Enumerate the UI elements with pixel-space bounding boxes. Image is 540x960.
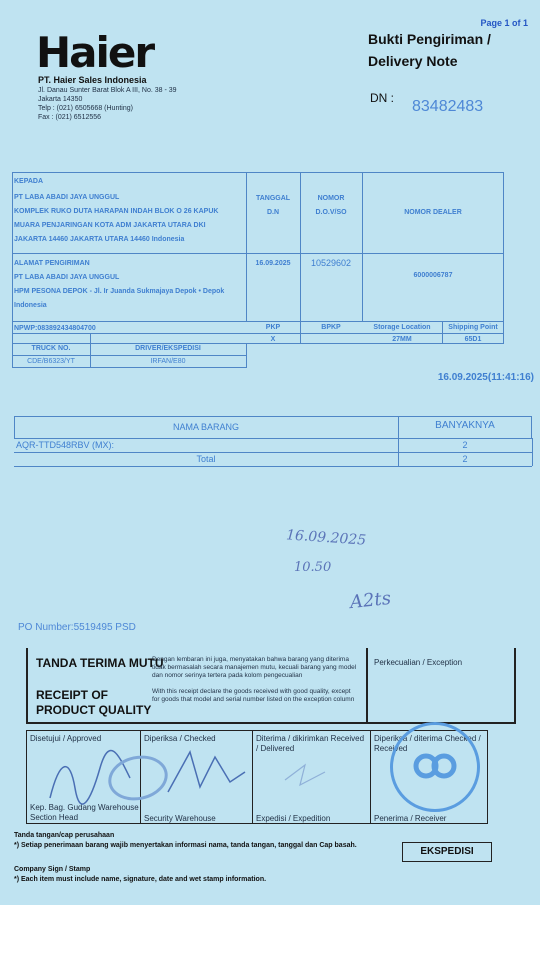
receipt-title-id: TANDA TERIMA MUTU	[36, 656, 164, 670]
divider	[362, 172, 363, 321]
bpkp-label: BPKP	[321, 324, 341, 331]
item-name: AQR-TTD548RBV (MX):	[16, 440, 115, 450]
print-timestamp: 16.09.2025(11:41:16)	[437, 372, 534, 383]
storage-value: 27MM	[392, 336, 412, 343]
haier-logo: Haier	[36, 28, 154, 77]
tanggal-sub: D.N	[266, 209, 280, 216]
company-address-line2: Jakarta 14350	[38, 96, 83, 103]
page-indicator: Page 1 of 1	[480, 18, 528, 28]
receipt-text-id: Dengan lembaran ini juga, menyatakan bahwa barang yang diterima tidak bermasalah secara manajemen mutu, kecuali barang yang model dan nomor serinya tertera pada kolom pengecualian	[152, 656, 357, 679]
dealer-value: 6000006787	[413, 272, 453, 279]
copy-label: EKSPEDISI	[402, 842, 492, 862]
item-qty: 2	[462, 440, 468, 450]
col-nama-barang: NAMA BARANG	[172, 422, 239, 432]
recipient-address2: MUARA PENJARINGAN KOTA ADM JAKARTA UTARA DKI	[14, 222, 206, 229]
driver-value: IRFAN/E80	[150, 358, 186, 365]
receipt-text-en: With this receipt declare the goods received with good quality, except for goods that model and serial number listed on the exception column	[152, 688, 355, 703]
divider	[532, 438, 533, 466]
shipping-name: PT LABA ABADI JAYA UNGGUL	[14, 274, 120, 281]
col-banyaknya: BANYAKNYA	[435, 420, 495, 431]
handwritten-date: 16.09.2025	[285, 527, 367, 549]
nomor-sub: D.O.V/SO	[315, 209, 347, 216]
receiver-stamp-logo-icon	[412, 746, 458, 786]
note-en: *) Each item must include name, signature, date and wet stamp information.	[14, 876, 267, 883]
divider	[12, 253, 504, 254]
shipping-point-value: 65D1	[464, 336, 482, 343]
dealer-label: NOMOR DEALER	[404, 209, 462, 216]
pkp-label: PKP	[265, 324, 281, 331]
company-name: PT. Haier Sales Indonesia	[38, 75, 147, 85]
company-telp: Telp : (021) 6505668 (Hunting)	[38, 105, 133, 112]
nomor-label: NOMOR	[317, 195, 345, 202]
checked-signature-mark	[160, 742, 250, 802]
shipping-address1: HPM PESONA DEPOK - Jl. Ir Juanda Sukmajaya Depok • Depok	[14, 288, 225, 295]
recipient-address1: KOMPLEK RUKO DUTA HARAPAN INDAH BLOK O 26 KAPUK	[14, 208, 219, 215]
note-id: *) Setiap penerimaan barang wajib menyertakan informasi nama, tanda tangan, tanggal dan Cap basah.	[14, 842, 357, 849]
recipient-label: KEPADA	[14, 178, 44, 185]
doc-title-line2: Delivery Note	[368, 53, 458, 69]
shipping-point-label: Shipping Point	[448, 324, 498, 331]
tanggal-value: 16.09.2025	[255, 260, 291, 267]
dn-label: DN :	[370, 91, 394, 105]
dn-number: 83482483	[412, 98, 484, 115]
handwritten-signature: A2ts	[349, 587, 392, 614]
divider	[12, 367, 246, 368]
doc-title-line1: Bukti Pengiriman /	[368, 31, 491, 47]
divider	[252, 730, 253, 824]
exception-label: Perkecualian / Exception	[374, 658, 463, 667]
divider	[14, 466, 532, 467]
handwritten-time: 10.50	[294, 560, 332, 575]
delivered-signature-mark	[280, 760, 330, 790]
recipient-name: PT LABA ABADI JAYA UNGGUL	[14, 194, 120, 201]
shipping-label: ALAMAT PENGIRIMAN	[14, 260, 90, 267]
company-sign-id: Tanda tangan/cap perusahaan	[14, 832, 115, 839]
recipient-address3: JAKARTA 14460 JAKARTA UTARA 14460 Indonesia	[14, 236, 185, 243]
warehouse-head-label: Kep. Bag. Gudang Warehouse Section Head	[30, 803, 139, 822]
truck-label: TRUCK NO.	[31, 345, 71, 352]
divider	[12, 355, 246, 356]
company-sign-en: Company Sign / Stamp	[14, 866, 91, 873]
shipping-address2: Indonesia	[14, 302, 47, 309]
receiver-label: Penerima / Receiver	[374, 814, 447, 823]
truck-value: CDE/B6323/YT	[27, 358, 75, 365]
divider	[366, 648, 368, 722]
expedition-label: Expedisi / Expedition	[256, 814, 331, 823]
divider	[246, 344, 247, 368]
pkp-value: X	[270, 336, 276, 343]
company-fax: Fax : (021) 6512556	[38, 114, 102, 121]
total-label: Total	[196, 454, 216, 464]
po-number: PO Number:5519495 PSD	[18, 622, 136, 633]
storage-label: Storage Location	[373, 324, 431, 331]
receipt-title-en: RECEIPT OF PRODUCT QUALITY	[36, 688, 152, 717]
npwp: NPWP:083892434804700	[14, 325, 96, 332]
delivered-label: Diterima / dikirimkan Received / Delivered	[256, 734, 365, 753]
approved-label: Disetujui / Approved	[30, 734, 102, 743]
divider	[370, 730, 371, 824]
divider	[14, 438, 532, 439]
receiver-checked-label: Diperiksa / diterima Checked / Received	[374, 734, 481, 753]
total-value: 2	[462, 454, 468, 464]
nomor-value: 10529602	[310, 258, 352, 268]
security-label: Security Warehouse	[144, 814, 216, 823]
checked-label: Diperiksa / Checked	[144, 734, 216, 743]
company-address-line1: Jl. Danau Sunter Barat Blok A III, No. 38 - 39	[38, 87, 177, 94]
tanggal-label: TANGGAL	[255, 195, 291, 202]
driver-label: DRIVER/EKSPEDISI	[135, 345, 201, 352]
divider	[14, 452, 532, 453]
divider	[12, 321, 504, 322]
